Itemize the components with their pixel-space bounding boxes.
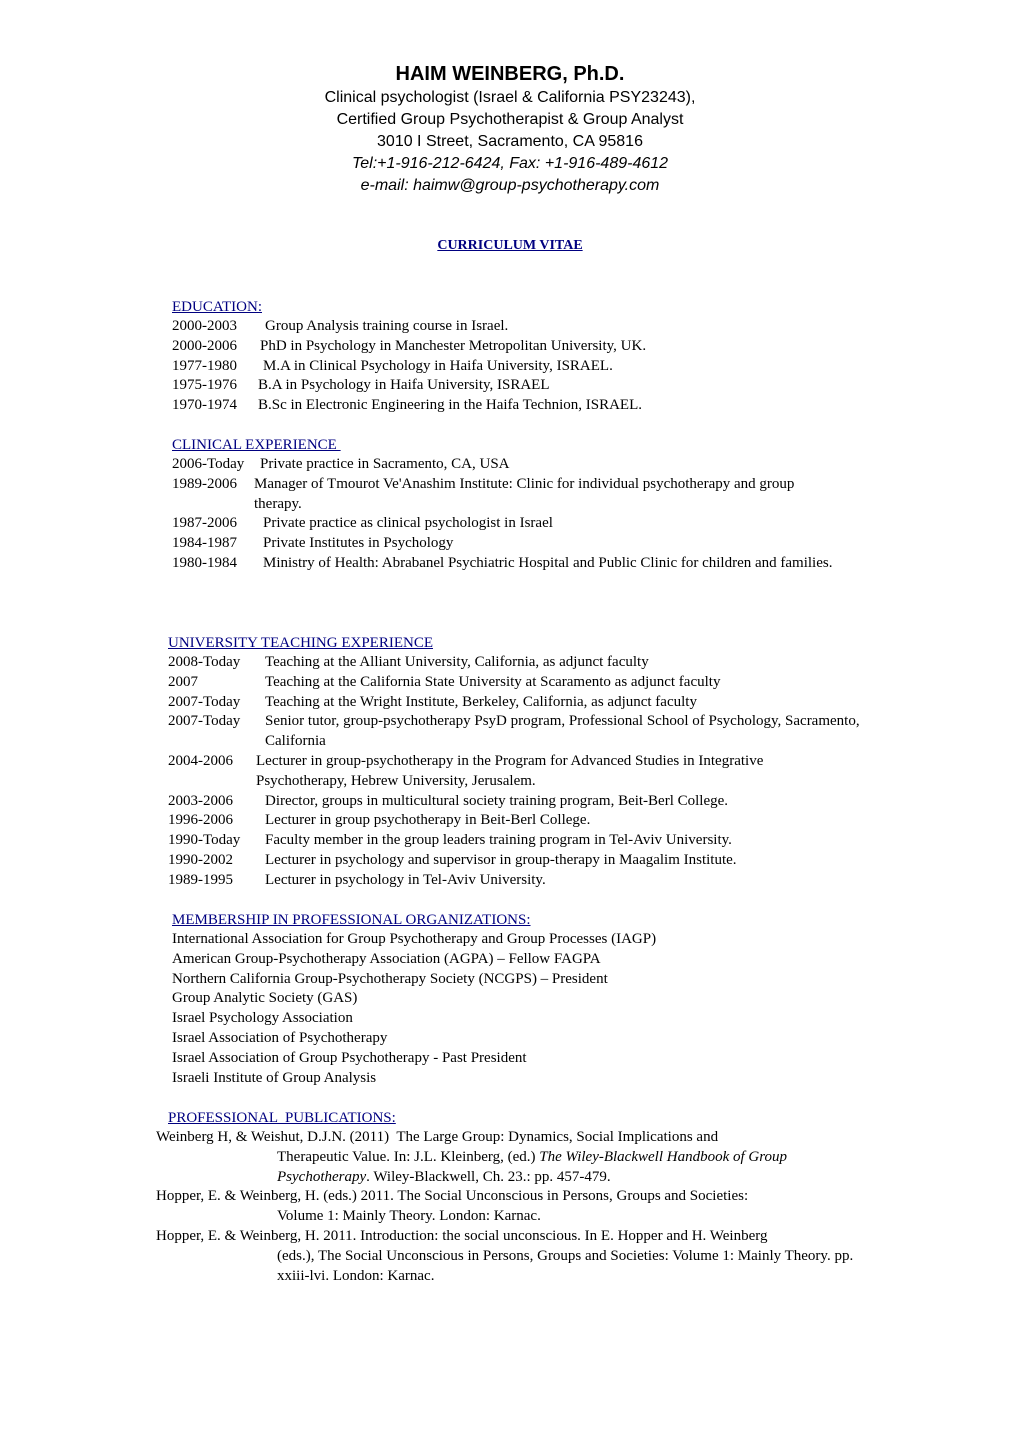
list-item xyxy=(168,673,888,693)
list-item xyxy=(172,376,892,396)
list-item: Group Analytic Society (GAS) xyxy=(172,990,358,1007)
publication-item xyxy=(156,1187,876,1227)
publications-section xyxy=(156,1128,876,1286)
education-text: PhD in Psychology in Manchester Metropolitan University, UK. xyxy=(260,337,647,354)
clinical-text: Ministry of Health: Abrabanel Psychiatric Hospital and Public Clinic for children and families. xyxy=(263,554,833,571)
education-years: 1970-1974 xyxy=(172,397,237,414)
teaching-years: 2007-Today xyxy=(168,693,241,710)
list-item: Israel Association of Psychotherapy xyxy=(172,1029,388,1046)
list-item xyxy=(172,554,872,574)
list-item xyxy=(168,811,888,831)
teaching-text: Faculty member in the group leaders training program in Tel-Aviv University. xyxy=(265,832,732,849)
clinical-text: Private practice as clinical psychologist in Israel xyxy=(263,515,553,532)
teaching-section xyxy=(168,633,888,891)
list-item xyxy=(172,475,872,515)
clinical-section xyxy=(172,435,872,574)
teaching-text: Lecturer in psychology in Tel-Aviv University. xyxy=(265,871,546,888)
teaching-text: Lecturer in psychology and supervisor in group-therapy in Maagalim Institute. xyxy=(265,851,737,868)
teaching-years: 2007-Today xyxy=(168,713,241,730)
publication-book-title: The Wiley-Blackwell Handbook of Group Psychotherapy xyxy=(277,1148,788,1185)
header-phone-fax: Tel:+1-916-212-6424, Fax: +1-916-489-4612 xyxy=(351,155,669,172)
list-item xyxy=(172,357,892,377)
clinical-text: Private practice in Sacramento, CA, USA xyxy=(260,456,510,472)
list-item xyxy=(168,653,888,673)
publication-text: . Wiley-Blackwell, Ch. 23.: pp. 457-479. xyxy=(366,1168,611,1185)
teaching-text: Senior tutor, group-psychotherapy PsyD program, Professional School of Psychology, Sacramento, California xyxy=(265,713,860,750)
list-item xyxy=(172,396,892,416)
teaching-text: Director, groups in multicultural society training program, Beit-Berl College. xyxy=(265,792,729,809)
publications-title-wrap xyxy=(168,1108,888,1128)
publication-citation: Weinberg H, & Weishut, D.J.N. (2011) The Large Group: Dynamics, Social Implications and xyxy=(156,1129,719,1145)
education-text: Group Analysis training course in Israel. xyxy=(265,318,509,334)
teaching-text-body: Lecturer in group-psychotherapy in the Program for Advanced Studies in Integrative Psychotherapy, Hebrew University, Jerusalem. xyxy=(256,752,764,789)
publication-citation: Hopper, E. & Weinberg, H. (eds.) 2011. The Social Unconscious in Persons, Groups and Societies: xyxy=(156,1188,749,1205)
education-title: EDUCATION: xyxy=(172,299,262,315)
list-item: International Association for Group Psychotherapy and Group Processes (IAGP) xyxy=(172,931,657,947)
list-item: Israel Association of Group Psychotherapy - Past President xyxy=(172,1049,527,1066)
publication-continuation: Volume 1: Mainly Theory. London: Karnac. xyxy=(277,1208,541,1225)
publication-item xyxy=(156,1128,876,1187)
teaching-years: 2004-2006 xyxy=(168,752,233,769)
education-years: 2000-2003 xyxy=(172,318,237,334)
teaching-years: 1990-2002 xyxy=(168,851,233,868)
publication-text: Therapeutic Value. In: J.L. Kleinberg, (ed.) xyxy=(277,1148,540,1165)
publication-continuation xyxy=(156,1148,867,1188)
cv-owner-name: HAIM WEINBERG, Ph.D. xyxy=(395,63,625,85)
list-item xyxy=(172,455,872,475)
education-text: B.A in Psychology in Haifa University, ISRAEL xyxy=(258,377,550,394)
list-item xyxy=(168,712,888,752)
list-item xyxy=(168,831,888,851)
list-item xyxy=(168,752,888,792)
list-item xyxy=(168,851,888,871)
list-item xyxy=(168,871,888,891)
teaching-text: Lecturer in group psychotherapy in Beit-Berl College. xyxy=(265,812,591,829)
teaching-text: Teaching at the Alliant University, California, as adjunct faculty xyxy=(265,654,649,670)
education-text: B.Sc in Electronic Engineering in the Haifa Technion, ISRAEL. xyxy=(258,397,642,414)
teaching-years: 2008-Today xyxy=(168,654,241,670)
clinical-text xyxy=(254,475,854,515)
header-address: 3010 I Street, Sacramento, CA 95816 xyxy=(377,133,643,150)
teaching-years: 2007 xyxy=(168,673,198,690)
education-years: 1977-1980 xyxy=(172,357,237,374)
teaching-years: 1990-Today xyxy=(168,832,241,849)
list-item xyxy=(172,534,872,554)
teaching-title: UNIVERSITY TEACHING EXPERIENCE xyxy=(168,635,433,651)
list-item xyxy=(168,693,888,713)
publication-citation: Hopper, E. & Weinberg, H. 2011. Introduction: the social unconscious. In E. Hopper and H. Weinberg xyxy=(156,1227,768,1244)
education-text: M.A in Clinical Psychology in Haifa University, ISRAEL. xyxy=(263,357,613,374)
cv-title: CURRICULUM VITAE xyxy=(437,238,583,253)
clinical-years: 1980-1984 xyxy=(172,554,237,571)
clinical-text-body: Manager of Tmourot Ve'Anashim Institute: Clinic for individual psychotherapy and group therapy. xyxy=(254,475,795,512)
clinical-title: CLINICAL EXPERIENCE xyxy=(172,437,341,453)
list-item: American Group-Psychotherapy Association (AGPA) – Fellow FAGPA xyxy=(172,950,601,967)
list-item: Northern California Group-Psychotherapy Society (NCGPS) – President xyxy=(172,970,608,987)
list-item xyxy=(172,317,892,337)
clinical-years: 1987-2006 xyxy=(172,515,237,532)
education-years: 2000-2006 xyxy=(172,337,237,354)
membership-section xyxy=(172,910,892,1088)
teaching-text xyxy=(256,752,846,792)
header-email: e-mail: haimw@group-psychotherapy.com xyxy=(360,177,660,194)
clinical-text: Private Institutes in Psychology xyxy=(263,535,454,552)
list-item xyxy=(172,514,872,534)
teaching-text: Teaching at the Wright Institute, Berkeley, California, as adjunct faculty xyxy=(265,693,697,710)
publication-continuation: (eds.), The Social Unconscious in Persons, Groups and Societies: Volume 1: Mainly Theory. pp. xxiii-lvi. London: Karnac. xyxy=(277,1247,854,1284)
header-certification: Certified Group Psychotherapist & Group Analyst xyxy=(336,111,684,128)
publication-item xyxy=(156,1227,876,1286)
teaching-text: Teaching at the California State University at Scaramento as adjunct faculty xyxy=(265,673,721,690)
education-years: 1975-1976 xyxy=(172,377,237,394)
membership-title: MEMBERSHIP IN PROFESSIONAL ORGANIZATIONS: xyxy=(172,912,531,928)
header-credentials: Clinical psychologist (Israel & California PSY23243), xyxy=(324,89,696,106)
list-item: Israeli Institute of Group Analysis xyxy=(172,1069,377,1086)
list-item: Israel Psychology Association xyxy=(172,1010,353,1027)
teaching-years: 1989-1995 xyxy=(168,871,233,888)
publications-title: PROFESSIONAL PUBLICATIONS: xyxy=(168,1110,396,1126)
clinical-years: 1989-2006 xyxy=(172,475,237,492)
education-section xyxy=(172,297,892,416)
clinical-years: 1984-1987 xyxy=(172,535,237,552)
teaching-years: 2003-2006 xyxy=(168,792,233,809)
list-item xyxy=(168,792,888,812)
list-item xyxy=(172,337,892,357)
teaching-years: 1996-2006 xyxy=(168,812,233,829)
clinical-years: 2006-Today xyxy=(172,456,245,472)
